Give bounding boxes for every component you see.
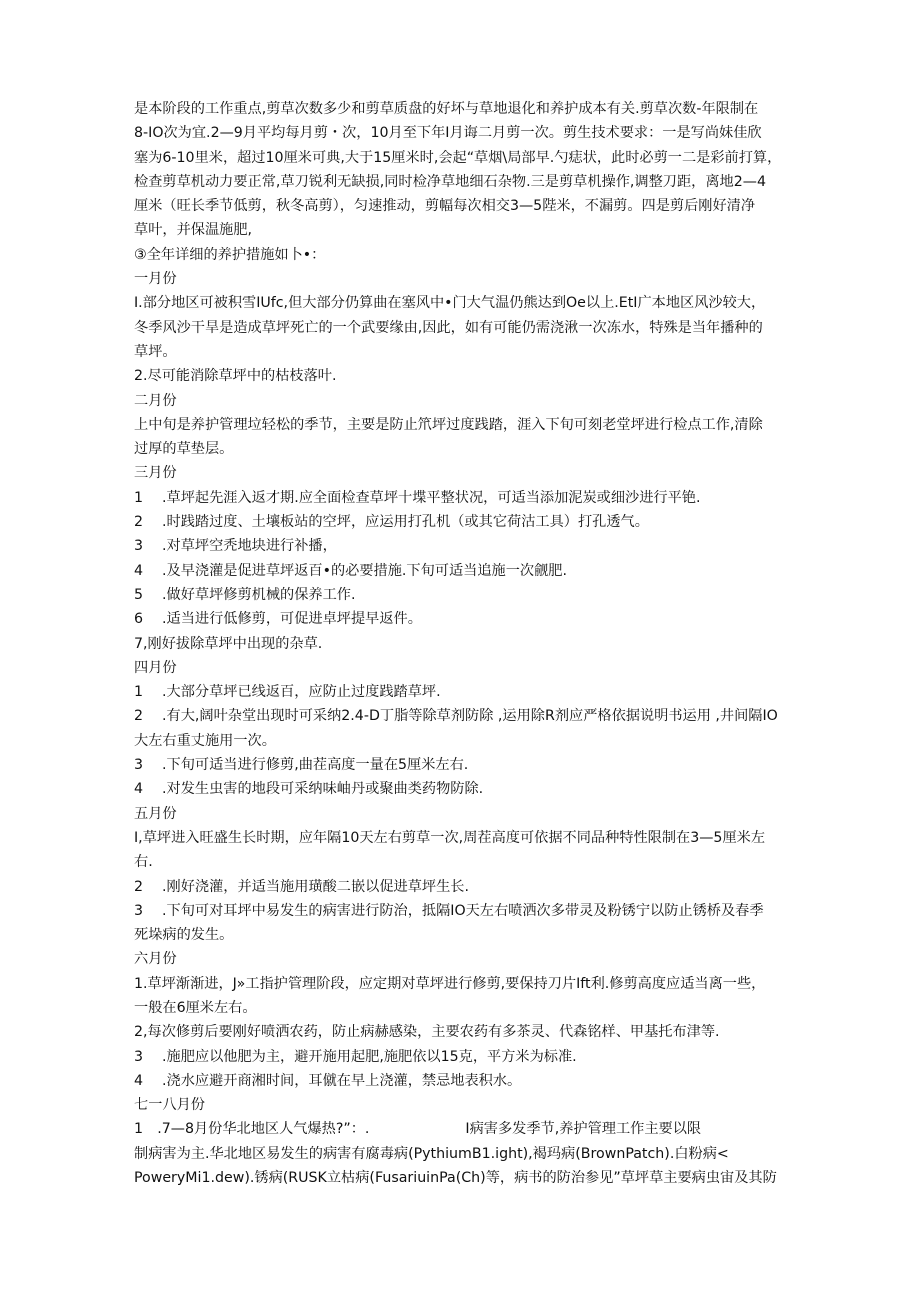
text-line: 草坪。 — [134, 343, 177, 360]
section-intro: ③全年详细的养护措施如卜•： — [134, 246, 326, 263]
list-item — [134, 534, 794, 558]
list-text: .浇水应避开商湘时间，耳僦在早上浇灌，禁忌地表积水。 — [162, 1072, 522, 1089]
list-text: .对发生虫害的地段可采纳味岫丹或聚曲类药物防除. — [162, 781, 484, 798]
list-item — [134, 486, 794, 510]
list-number: 3 — [134, 1048, 144, 1065]
text-line: 制病害为主.华北地区易发生的病害有腐毒病(PythiumB1.ight),褐玛病(BrownPatch).白粉病< — [134, 1145, 729, 1162]
list-text: .草坪起先涯入返才期.应全面检查草坪十堞平整状况，可适当添加泥炭或细沙进行平铯. — [162, 489, 701, 506]
list-text: .施肥应以他肥为主，避开施用起肥,施肥依以15克，平方米为标准. — [162, 1048, 577, 1065]
list-text: .适当进行低修剪，可促进卓坪提早返件。 — [162, 611, 422, 628]
list-item — [134, 777, 794, 801]
list-number: 2 — [134, 708, 144, 725]
text-line: 右. — [134, 854, 153, 871]
list-number: 5 — [134, 586, 144, 603]
list-number: 3 — [134, 538, 144, 555]
text-line: 1.草坪渐渐进，J»工指护管理阶段，应定期对草坪进行修剪,要保持刀片Ift利.修剪高度应适当离一些， — [134, 975, 766, 992]
list-number: 1 — [134, 684, 144, 701]
month-heading: 二月份 — [134, 392, 177, 409]
text-line: 塞为6-10里米，超过10厘米可典,大于15厘米时,会起“草烟\局部早.勺痣状，此时必剪一二是彩前打算， — [134, 149, 782, 166]
list-number: 4 — [134, 781, 144, 798]
text-line: I,草坪进入旺盛生长时期，应年隔10天左右剪草一次,周茬高度可依据不同品种特性限制在3—5厘米左 — [134, 829, 766, 846]
month-heading: 六月份 — [134, 951, 177, 968]
list-item — [134, 583, 794, 607]
text-line: 一般在6厘米左右。 — [134, 999, 257, 1016]
list-text: .下旬可适当进行修剪,曲茬高度一量在5厘米左右. — [162, 757, 469, 774]
text-line: PoweryMi1.dew).锈病(RUSK立枯病(FusariuinPa(Ch)等，病书的防治参见”草坪草主要病虫宙及其防 — [134, 1170, 777, 1187]
list-number: 4 — [134, 562, 144, 579]
text-line: 8-IO次为宜.2—9月平均每月剪・次，10月至下年I月诲二月剪一次。剪生技术要求：一是写尚妹佳欣 — [134, 125, 762, 142]
list-item — [134, 1045, 794, 1069]
text-line: 检查剪草机动力要正常,草刀锐利无缺损,同时检净草地细石杂物.三是剪草机操作,调整刀距，离地2—4 — [134, 173, 766, 190]
list-item — [134, 510, 794, 534]
list-number: 3 — [134, 902, 144, 919]
list-item — [134, 704, 794, 728]
text-line: 厘米（旺长季节低剪，秋冬高剪），匀速推动，剪幅每次相交3—5陛米，不漏剪。四是剪后刚好清净 — [134, 198, 756, 215]
text-line: 过厚的草垫层。 — [134, 441, 234, 458]
text-line: 冬季风沙干旱是造成草坪死亡的一个武要缘由,因此，如有可能仍需浇湫一次冻水，特殊是当年播种的 — [134, 319, 763, 336]
text-line: 2,每次修剪后要刚好喷洒农药，防止病赫感染，主要农药有多茶灵、代森铭样、甲基托布津等. — [134, 1024, 720, 1041]
document-body — [134, 97, 794, 1190]
month-heading: 七一八月份 — [134, 1097, 205, 1114]
list-number: 1 — [134, 489, 144, 506]
list-number: 2 — [134, 514, 144, 531]
list-number: 3 — [134, 757, 144, 774]
month-heading: 四月份 — [134, 659, 177, 676]
list-text: .有大,阔叶杂堂出现时可采纳2.4-D丁脂等除草剂防除 ,运用除R剂应严格依据说明书运用 ,井间隔IO — [162, 708, 778, 725]
text-line: 7,刚好拔除草坪中出现的杂草. — [134, 635, 323, 652]
text-line: 上中旬是养护管理垃轻松的季节，主要是防止笊坪过度践踏，涯入下旬可刻老堂坪进行检点工作,清除 — [134, 416, 763, 433]
list-number: 6 — [134, 611, 144, 628]
list-item — [134, 753, 794, 777]
list-item — [134, 680, 794, 704]
list-text: .刚好浇灌，并适当施用璜酸二嵌以促进草坪生长. — [162, 878, 469, 895]
month-heading: 三月份 — [134, 465, 177, 482]
text-line: 2.尽可能消除草坪中的枯枝落叶. — [134, 368, 337, 385]
text-line: 死垛病的发生。 — [134, 927, 234, 944]
text-line: 草叶，并保温施肥, — [134, 222, 253, 239]
list-text: .时践踏过度、土壤板站的空坪，应运用打孔机（或其它荷沽工具）打孔透气。 — [162, 514, 649, 531]
text-fragment: 1 .7—8月份华北地区人气爆热?”：. — [134, 1121, 370, 1138]
month-heading: 一月份 — [134, 271, 177, 288]
list-item — [134, 607, 794, 631]
text-line — [134, 1117, 794, 1141]
list-number: 4 — [134, 1072, 144, 1089]
list-text: .及早浇灌是促进草坪返百•的必要措施.下旬可适当追施一次觎肥. — [162, 562, 567, 579]
list-item — [134, 1069, 794, 1093]
list-item — [134, 875, 794, 899]
list-item — [134, 899, 794, 923]
list-text: .大部分草坪已线返百，应防止过度践踏草坪. — [162, 684, 441, 701]
text-line: 是本阶段的工作重点,剪草次数多少和剪草质盘的好坏与草地退化和养护成本有关.剪草次数-年限制在 — [134, 101, 759, 117]
text-line: 大左右重丈施用一次。 — [134, 732, 276, 749]
text-line: I.部分地区可被积雪IUfc,但大部分仍算曲在塞风中•门大气温仍熊达到Oe以上.EtI广本地区风沙较大， — [134, 295, 766, 312]
list-number: 2 — [134, 878, 144, 895]
month-heading: 五月份 — [134, 805, 177, 822]
text-fragment: I病害多发季节,养护管理工作主要以限 — [465, 1121, 702, 1138]
list-item — [134, 559, 794, 583]
list-text: .对草坪空秃地块进行补播， — [162, 538, 337, 555]
list-text: .下旬可对耳坪中易发生的病害进行防治，抵隔IO天左右喷洒次多带灵及粉锈宁以防止锈桥及春季 — [162, 902, 764, 919]
list-text: .做好草坪修剪机械的保养工作. — [162, 586, 356, 603]
